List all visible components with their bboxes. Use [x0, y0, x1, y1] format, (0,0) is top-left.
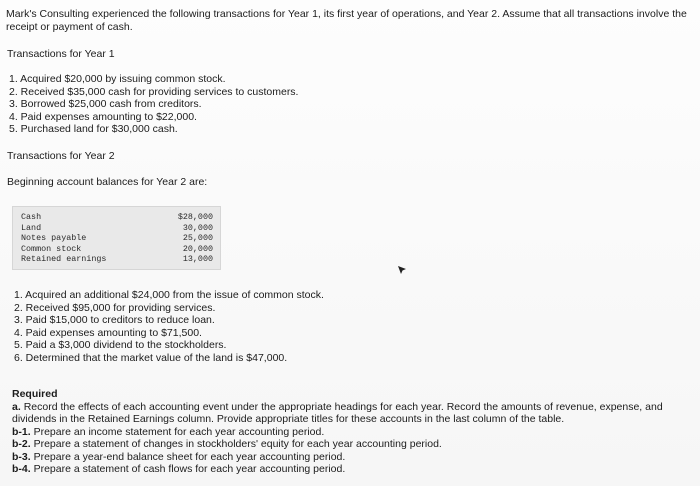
- list-item: 3. Paid $15,000 to creditors to reduce loan.: [14, 314, 215, 326]
- table-row: [21, 254, 213, 265]
- table-row: [21, 223, 213, 234]
- account-name: Common stock: [21, 243, 82, 254]
- balances-heading: Beginning account balances for Year 2 are:: [7, 176, 208, 188]
- year2-heading: Transactions for Year 2: [7, 150, 115, 162]
- required-item-text: Prepare a statement of cash flows for each year accounting period.: [33, 463, 346, 475]
- list-item: 1. Acquired $20,000 by issuing common stock.: [9, 73, 226, 85]
- list-item: 5. Paid a $3,000 dividend to the stockholders.: [14, 339, 227, 351]
- table-row: [21, 212, 213, 223]
- required-item-text: Prepare a year-end balance sheet for each year accounting period.: [33, 450, 346, 463]
- year1-heading: Transactions for Year 1: [7, 48, 115, 60]
- required-item-key: b-1.: [12, 425, 31, 438]
- list-item: 5. Purchased land for $30,000 cash.: [9, 123, 178, 135]
- list-item: 4. Paid expenses amounting to $22,000.: [9, 110, 197, 123]
- account-name: Land: [21, 222, 42, 233]
- required-item-text: Record the effects of each accounting event under the appropriate headings for each year. Record the amounts of revenue, expense, and dividends in the Retained Earnings column. Provide appropriate titles for these accounts in the last column of the table.: [12, 400, 663, 425]
- required-item: [12, 463, 694, 476]
- account-name: Notes payable: [21, 233, 87, 243]
- required-section: [12, 388, 694, 476]
- account-amount: $28,000: [177, 212, 213, 222]
- intro-paragraph: Mark's Consulting experienced the following transactions for Year 1, its first year of operations, and Year 2. Assume that all transactions involve the receipt or payment of cash.: [6, 8, 687, 33]
- required-item: [12, 438, 694, 451]
- list-item: 2. Received $95,000 for providing services.: [14, 301, 216, 314]
- required-item: [12, 401, 694, 426]
- account-amount: 30,000: [182, 222, 213, 233]
- account-amount: 13,000: [182, 254, 213, 264]
- mouse-pointer-icon: [397, 265, 407, 275]
- list-item: 2. Received $35,000 cash for providing services to customers.: [9, 85, 299, 98]
- required-item-text: Prepare an income statement for each year accounting period.: [33, 425, 325, 438]
- year2-transactions: [14, 289, 324, 364]
- required-item: [12, 426, 694, 439]
- year1-transactions: [9, 73, 298, 136]
- required-item-key: b-3.: [12, 450, 31, 463]
- list-item: 6. Determined that the market value of the land is $47,000.: [14, 351, 288, 364]
- required-item-key: b-2.: [12, 438, 31, 450]
- required-item-key: a.: [12, 400, 21, 413]
- account-name: Cash: [21, 212, 42, 222]
- list-item: 3. Borrowed $25,000 cash from creditors.: [9, 98, 202, 110]
- list-item: 1. Acquired an additional $24,000 from the issue of common stock.: [14, 289, 324, 301]
- beginning-balances-table: [12, 206, 221, 270]
- required-heading: Required: [12, 388, 58, 400]
- required-item-text: Prepare a statement of changes in stockholders' equity for each year accounting period.: [33, 438, 442, 450]
- account-name: Retained earnings: [21, 254, 107, 264]
- table-row: [21, 233, 213, 244]
- list-item: 4. Paid expenses amounting to $71,500.: [14, 326, 202, 339]
- table-row: [21, 244, 213, 255]
- required-item-key: b-4.: [12, 463, 31, 475]
- account-amount: 25,000: [182, 233, 213, 243]
- required-item: [12, 451, 694, 464]
- account-amount: 20,000: [182, 243, 213, 254]
